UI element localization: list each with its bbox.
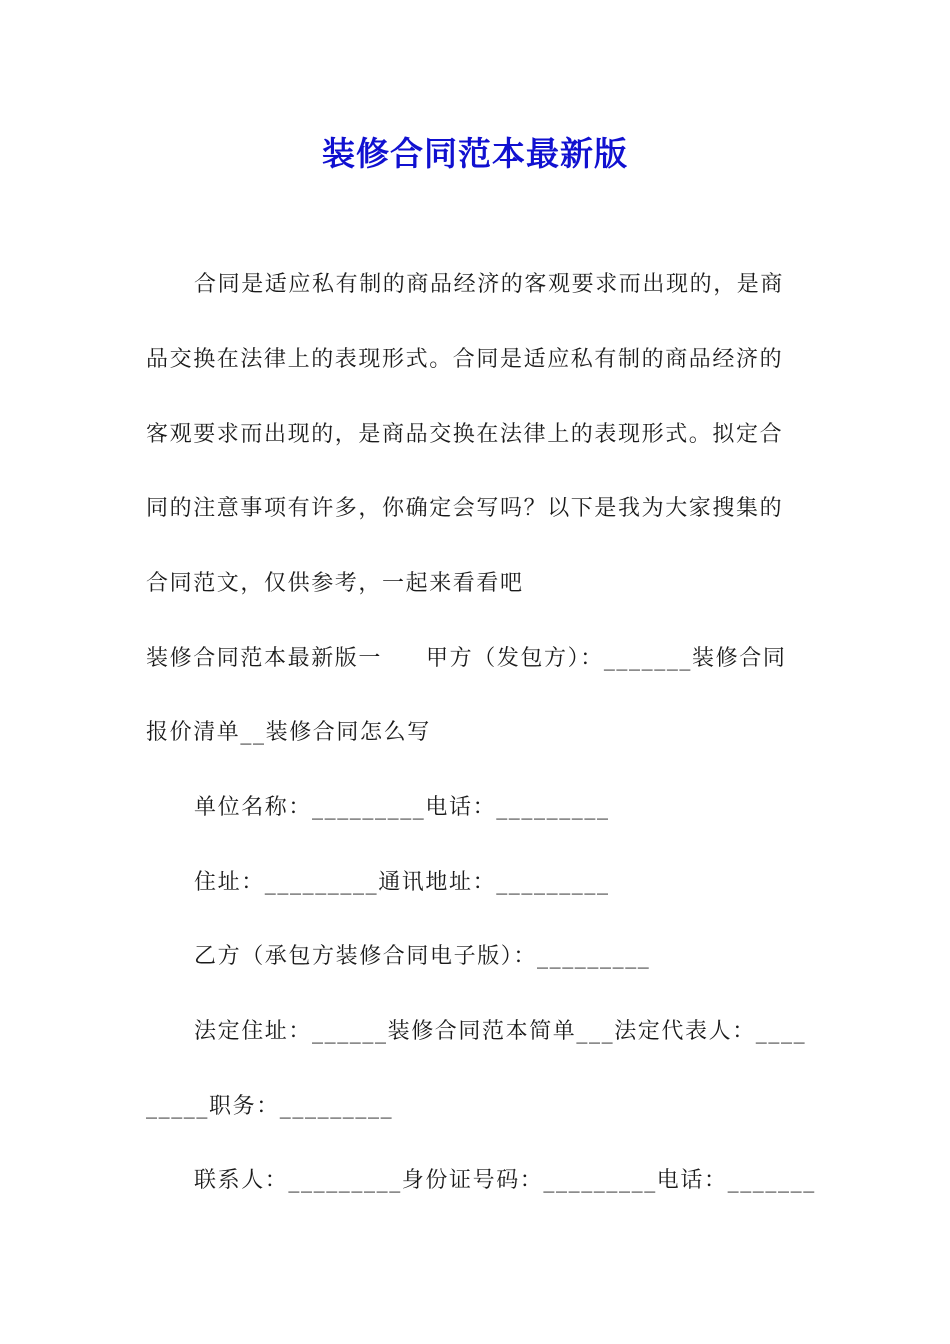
- section-heading-line: [146, 644, 806, 674]
- paragraph-line: 报价清单__装修合同怎么写: [146, 720, 431, 745]
- form-field-line: _____职务：_________: [146, 1094, 394, 1119]
- paragraph-line: 客观要求而出现的，是商品交换在法律上的表现形式。拟定合: [146, 422, 784, 447]
- paragraph-line: 同的注意事项有许多，你确定会写吗？以下是我为大家搜集的: [146, 496, 784, 521]
- form-field-line: 法定住址：______装修合同范本简单___法定代表人：____: [194, 1019, 807, 1044]
- paragraph-line: 品交换在法律上的表现形式。合同是适应私有制的商品经济的: [146, 347, 784, 372]
- form-field-line: 住址：_________通讯地址：_________: [194, 870, 610, 895]
- paragraph-line: 合同范文，仅供参考，一起来看看吧: [146, 571, 524, 596]
- form-field-line: 联系人：_________身份证号码：_________电话：_______: [194, 1168, 816, 1193]
- party-a-label: 甲方（发包方）：_______装修合同: [426, 646, 787, 671]
- document-title: 装修合同范本最新版: [322, 134, 628, 173]
- form-field-line: 乙方（承包方装修合同电子版）：_________: [194, 944, 651, 969]
- section-heading: 装修合同范本最新版一: [146, 646, 383, 671]
- paragraph-line: 合同是适应私有制的商品经济的客观要求而出现的，是商: [194, 272, 785, 297]
- form-field-line: 单位名称：_________电话：_________: [194, 795, 610, 820]
